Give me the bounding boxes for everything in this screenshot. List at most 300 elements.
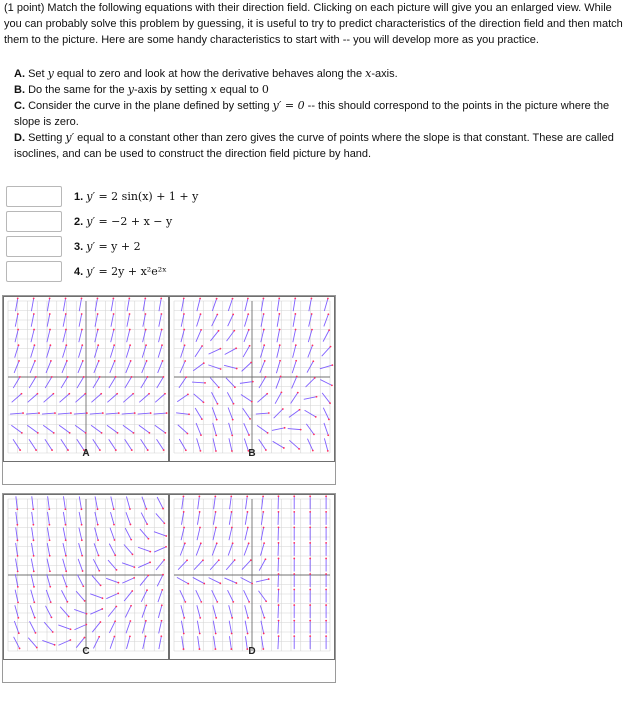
slope-arrowhead xyxy=(84,393,86,395)
slope-segment xyxy=(198,496,200,509)
slope-arrowhead xyxy=(327,434,329,436)
slope-segment xyxy=(308,345,313,357)
slope-segment xyxy=(256,413,269,414)
slope-arrowhead xyxy=(278,495,280,497)
equation-number: 1. xyxy=(74,191,84,203)
slope-arrowhead xyxy=(116,393,118,395)
slope-arrowhead xyxy=(233,330,235,332)
slope-arrowhead xyxy=(268,578,270,580)
slope-arrowhead xyxy=(129,508,131,510)
slope-arrowhead xyxy=(247,298,249,300)
slope-segment xyxy=(31,559,33,572)
slope-segment xyxy=(180,590,185,602)
hint-text: -axis by setting xyxy=(133,84,211,96)
slope-arrowhead xyxy=(65,313,67,315)
slope-arrowhead xyxy=(147,575,149,577)
slope-arrowhead xyxy=(232,419,234,421)
equation-lhs: y′ xyxy=(86,240,95,253)
slope-arrowhead xyxy=(112,297,114,299)
slope-segment xyxy=(304,397,317,400)
slope-arrowhead xyxy=(183,298,185,300)
slope-arrowhead xyxy=(329,402,331,404)
equation-rhs: = 2y + x²e²ˣ xyxy=(98,265,167,278)
slope-arrowhead xyxy=(18,632,20,634)
slope-segment xyxy=(261,330,264,343)
slope-segment xyxy=(245,605,248,618)
slope-arrowhead xyxy=(81,524,83,526)
slope-segment xyxy=(225,348,236,354)
slope-arrowhead xyxy=(199,298,201,300)
slope-arrowhead xyxy=(117,582,119,584)
slope-arrowhead xyxy=(69,639,71,641)
slope-arrowhead xyxy=(131,590,133,592)
hint-b xyxy=(14,82,628,98)
slope-arrowhead xyxy=(82,585,84,587)
slope-arrowhead xyxy=(314,377,316,379)
slope-arrowhead xyxy=(231,617,233,619)
slope-segment xyxy=(107,425,118,433)
slope-arrowhead xyxy=(251,583,253,585)
slope-arrowhead xyxy=(265,600,267,602)
slope-arrowhead xyxy=(312,344,314,346)
slope-segment xyxy=(143,298,145,311)
slope-arrowhead xyxy=(66,360,68,362)
slope-arrowhead xyxy=(199,633,201,635)
slope-segment xyxy=(124,591,132,601)
slope-arrowhead xyxy=(99,621,101,623)
slope-segment xyxy=(127,298,129,311)
slope-arrowhead xyxy=(183,495,185,497)
slope-arrowhead xyxy=(293,604,295,606)
slope-segment xyxy=(107,394,117,403)
slope-segment xyxy=(293,298,295,311)
slope-segment xyxy=(226,560,234,570)
slope-arrowhead xyxy=(282,408,284,410)
slope-segment xyxy=(60,394,70,403)
slope-segment xyxy=(125,606,131,618)
slope-arrowhead xyxy=(215,527,217,529)
slope-segment xyxy=(288,429,301,430)
slope-arrowhead xyxy=(52,393,54,395)
slope-segment xyxy=(154,413,167,414)
slope-arrowhead xyxy=(203,401,205,403)
direction-field-c[interactable] xyxy=(3,494,169,660)
slope-arrowhead xyxy=(199,617,201,619)
slope-segment xyxy=(245,512,247,525)
slope-arrowhead xyxy=(294,297,296,299)
slope-arrowhead xyxy=(325,511,327,513)
slope-arrowhead xyxy=(309,573,311,575)
slope-arrowhead xyxy=(50,360,52,362)
equation-row-2 xyxy=(6,211,246,235)
slope-arrowhead xyxy=(133,577,135,579)
slope-arrowhead xyxy=(216,419,218,421)
slope-segment xyxy=(158,361,163,373)
slope-arrowhead xyxy=(65,524,67,526)
slope-segment xyxy=(63,512,65,525)
slope-segment xyxy=(94,361,99,373)
slope-arrowhead xyxy=(187,393,189,395)
slope-segment xyxy=(142,345,146,357)
slope-arrowhead xyxy=(278,313,280,315)
slope-arrowhead xyxy=(297,392,299,394)
slope-arrowhead xyxy=(145,605,147,607)
slope-segment xyxy=(242,363,251,372)
slope-segment xyxy=(95,496,97,509)
hint-math: y xyxy=(47,67,54,80)
slope-arrowhead xyxy=(325,495,327,497)
slope-segment xyxy=(213,528,216,541)
slope-arrowhead xyxy=(65,297,67,299)
slope-arrowhead xyxy=(293,542,295,544)
slope-segment xyxy=(92,622,100,632)
slope-arrowhead xyxy=(293,558,295,560)
slope-arrowhead xyxy=(215,434,217,436)
slope-segment xyxy=(245,298,248,311)
slope-arrowhead xyxy=(217,403,219,405)
slope-segment xyxy=(156,560,164,570)
slope-segment xyxy=(155,394,165,403)
slope-arrowhead xyxy=(98,555,100,557)
hint-text: -- this should correspond to the points in the picture where the slope is zero. xyxy=(14,100,610,128)
slope-arrowhead xyxy=(81,313,83,315)
slope-arrowhead xyxy=(145,313,147,315)
direction-field-d[interactable] xyxy=(169,494,335,660)
answer-input-4[interactable] xyxy=(6,261,62,282)
slope-segment xyxy=(95,528,99,541)
slope-segment xyxy=(76,591,85,601)
hint-text: Do the same for the xyxy=(28,84,128,96)
slope-arrowhead xyxy=(147,376,149,378)
slope-arrowhead xyxy=(331,364,333,366)
slope-segment xyxy=(193,363,203,371)
slope-arrowhead xyxy=(68,393,70,395)
slope-segment xyxy=(93,559,99,571)
slope-arrowhead xyxy=(218,559,220,561)
slope-segment xyxy=(63,345,67,357)
slope-arrowhead xyxy=(219,348,221,350)
slope-arrowhead xyxy=(53,432,55,434)
slope-arrowhead xyxy=(184,344,186,346)
slope-segment xyxy=(109,544,115,556)
slope-segment xyxy=(111,314,114,327)
direction-field-plot xyxy=(4,297,168,461)
slope-arrowhead xyxy=(146,589,148,591)
slope-arrowhead xyxy=(52,631,54,633)
slope-arrowhead xyxy=(37,393,39,395)
hint-letter: D. xyxy=(14,132,25,144)
slope-arrowhead xyxy=(17,539,19,541)
hints-list xyxy=(14,66,628,162)
slope-segment xyxy=(244,543,249,555)
answer-input-1[interactable] xyxy=(6,186,62,207)
equation-2 xyxy=(74,215,172,228)
slope-segment xyxy=(178,560,187,569)
slope-arrowhead xyxy=(145,329,147,331)
slope-segment xyxy=(142,361,147,373)
slope-segment xyxy=(240,382,253,384)
slope-segment xyxy=(127,314,130,327)
slope-arrowhead xyxy=(116,569,118,571)
slope-arrowhead xyxy=(312,360,314,362)
slope-arrowhead xyxy=(325,526,327,528)
slope-arrowhead xyxy=(49,313,51,315)
slope-segment xyxy=(260,361,265,373)
slope-segment xyxy=(322,347,331,357)
slope-segment xyxy=(126,621,130,633)
slope-segment xyxy=(47,559,50,572)
slope-segment xyxy=(158,590,162,602)
slope-segment xyxy=(91,394,101,403)
panel-label: A xyxy=(82,448,90,459)
slope-segment xyxy=(122,578,134,583)
slope-arrowhead xyxy=(263,633,265,635)
slope-arrowhead xyxy=(187,583,189,585)
slope-segment xyxy=(32,496,34,509)
slope-arrowhead xyxy=(97,297,99,299)
slope-arrowhead xyxy=(130,605,132,607)
answer-input-3[interactable] xyxy=(6,236,62,257)
hint-text: equal to zero and look at how the derivative behaves along the xyxy=(53,68,366,80)
slope-arrowhead xyxy=(85,432,87,434)
slope-arrowhead xyxy=(133,432,135,434)
hint-math: x xyxy=(365,67,372,80)
slope-arrowhead xyxy=(233,403,235,405)
slope-segment xyxy=(44,394,54,403)
slope-arrowhead xyxy=(218,330,220,332)
slope-segment xyxy=(79,298,81,311)
slope-arrowhead xyxy=(86,412,88,414)
slope-arrowhead xyxy=(313,433,315,435)
direction-field-b[interactable] xyxy=(169,296,335,462)
slope-arrowhead xyxy=(232,298,234,300)
slope-arrowhead xyxy=(49,297,51,299)
slope-segment xyxy=(143,330,146,343)
slope-arrowhead xyxy=(81,329,83,331)
slope-segment xyxy=(90,413,103,414)
equation-row-4 xyxy=(6,261,246,285)
slope-arrowhead xyxy=(278,635,280,637)
slope-arrowhead xyxy=(215,617,217,619)
slope-arrowhead xyxy=(129,329,131,331)
slope-arrowhead xyxy=(115,376,117,378)
slope-segment xyxy=(110,528,114,540)
slope-segment xyxy=(47,527,49,540)
slope-arrowhead xyxy=(34,344,36,346)
slope-segment xyxy=(28,394,38,403)
slope-arrowhead xyxy=(249,345,251,347)
slope-arrowhead xyxy=(32,524,34,526)
slope-arrowhead xyxy=(129,313,131,315)
slope-arrowhead xyxy=(247,633,249,635)
slope-arrowhead xyxy=(35,632,37,634)
slope-segment xyxy=(106,413,119,414)
slope-segment xyxy=(110,345,114,357)
panel-label: D xyxy=(248,646,256,657)
slope-segment xyxy=(243,346,250,357)
slope-segment xyxy=(47,330,50,343)
slope-arrowhead xyxy=(183,633,185,635)
equation-4 xyxy=(74,265,167,278)
panel-label: C xyxy=(82,646,90,657)
slope-arrowhead xyxy=(293,573,295,575)
slope-segment xyxy=(109,621,115,633)
slope-segment xyxy=(31,345,35,357)
slope-segment xyxy=(293,345,296,358)
slope-arrowhead xyxy=(102,597,104,599)
slope-segment xyxy=(305,410,316,417)
slope-segment xyxy=(195,346,202,357)
slope-arrowhead xyxy=(101,608,103,610)
slope-segment xyxy=(292,361,296,373)
slope-segment xyxy=(306,378,315,387)
slope-arrowhead xyxy=(65,329,67,331)
slope-segment xyxy=(74,413,87,414)
slope-segment xyxy=(142,605,146,617)
slope-arrowhead xyxy=(97,524,99,526)
slope-segment xyxy=(256,579,269,582)
equation-number: 4. xyxy=(74,266,84,278)
slope-arrowhead xyxy=(33,313,35,315)
equation-3 xyxy=(74,240,141,253)
slope-arrowhead xyxy=(17,555,19,557)
direction-field-plot xyxy=(170,297,334,461)
slope-segment xyxy=(195,408,202,419)
slope-segment xyxy=(228,543,232,555)
slope-arrowhead xyxy=(327,298,329,300)
slope-segment xyxy=(159,330,162,343)
slope-arrowhead xyxy=(234,559,236,561)
slope-segment xyxy=(42,640,54,644)
slope-arrowhead xyxy=(49,329,51,331)
slope-arrowhead xyxy=(183,313,185,315)
slope-arrowhead xyxy=(17,586,19,588)
slope-segment xyxy=(277,314,279,327)
slope-arrowhead xyxy=(200,601,202,603)
slope-segment xyxy=(15,574,17,587)
slope-arrowhead xyxy=(309,604,311,606)
slope-arrowhead xyxy=(247,511,249,513)
slope-arrowhead xyxy=(216,298,218,300)
slope-segment xyxy=(95,512,98,525)
slope-segment xyxy=(79,330,82,343)
slope-segment xyxy=(193,577,204,583)
slope-arrowhead xyxy=(279,360,281,362)
slope-arrowhead xyxy=(97,539,99,541)
slope-arrowhead xyxy=(263,527,265,529)
direction-field-a[interactable] xyxy=(3,296,169,462)
slope-segment xyxy=(27,425,38,433)
slope-segment xyxy=(92,576,101,586)
slope-segment xyxy=(180,361,185,373)
slope-segment xyxy=(79,528,82,541)
slope-arrowhead xyxy=(81,344,83,346)
slope-arrowhead xyxy=(82,570,84,572)
slope-segment xyxy=(63,527,65,540)
slope-arrowhead xyxy=(235,347,237,349)
slope-segment xyxy=(196,543,201,555)
slope-segment xyxy=(123,425,134,433)
slope-arrowhead xyxy=(311,329,313,331)
slope-arrowhead xyxy=(263,617,265,619)
slope-segment xyxy=(127,330,130,343)
slope-arrowhead xyxy=(84,637,86,639)
slope-arrowhead xyxy=(220,368,222,370)
slope-arrowhead xyxy=(17,329,19,331)
slope-segment xyxy=(159,298,161,311)
slope-arrowhead xyxy=(114,360,116,362)
slope-arrowhead xyxy=(117,593,119,595)
slope-segment xyxy=(272,428,285,431)
slope-arrowhead xyxy=(69,432,71,434)
slope-segment xyxy=(323,408,329,420)
slope-segment xyxy=(277,298,279,311)
slope-segment xyxy=(78,345,82,357)
slope-arrowhead xyxy=(278,511,280,513)
slope-segment xyxy=(90,609,102,614)
slope-arrowhead xyxy=(81,508,83,510)
slope-arrowhead xyxy=(316,396,318,398)
slope-segment xyxy=(309,314,312,327)
slope-segment xyxy=(106,578,118,582)
slope-segment xyxy=(16,512,18,525)
panel-label: B xyxy=(248,448,256,459)
slope-arrowhead xyxy=(309,495,311,497)
slope-arrowhead xyxy=(68,616,70,618)
slope-arrowhead xyxy=(264,360,266,362)
slope-arrowhead xyxy=(281,391,283,393)
slope-arrowhead xyxy=(184,360,186,362)
slope-segment xyxy=(46,606,52,618)
slope-arrowhead xyxy=(296,376,298,378)
slope-arrowhead xyxy=(65,555,67,557)
direction-field-plot xyxy=(170,495,334,659)
slope-arrowhead xyxy=(18,344,20,346)
slope-arrowhead xyxy=(161,313,163,315)
slope-arrowhead xyxy=(231,434,233,436)
slope-segment xyxy=(138,562,150,567)
slope-arrowhead xyxy=(34,360,36,362)
slope-arrowhead xyxy=(17,313,19,315)
slope-arrowhead xyxy=(49,539,51,541)
slope-arrowhead xyxy=(247,527,249,529)
slope-arrowhead xyxy=(293,589,295,591)
slope-arrowhead xyxy=(236,368,238,370)
slope-arrowhead xyxy=(246,495,248,497)
slope-segment xyxy=(260,345,264,357)
slope-segment xyxy=(16,543,18,556)
slope-arrowhead xyxy=(247,617,249,619)
slope-arrowhead xyxy=(184,601,186,603)
slope-arrowhead xyxy=(160,297,162,299)
slope-arrowhead xyxy=(230,495,232,497)
slope-segment xyxy=(224,578,236,583)
hint-c xyxy=(14,98,628,130)
slope-segment xyxy=(196,330,201,342)
slope-arrowhead xyxy=(161,344,163,346)
slope-arrowhead xyxy=(113,524,115,526)
slope-segment xyxy=(244,590,250,602)
slope-segment xyxy=(324,314,329,326)
slope-segment xyxy=(181,298,183,311)
slope-arrowhead xyxy=(162,574,164,576)
slope-arrowhead xyxy=(22,412,24,414)
slope-segment xyxy=(277,345,280,358)
slope-arrowhead xyxy=(311,313,313,315)
direction-field-plot xyxy=(4,495,168,659)
answer-input-2[interactable] xyxy=(6,211,62,232)
equation-row-3 xyxy=(6,236,246,260)
